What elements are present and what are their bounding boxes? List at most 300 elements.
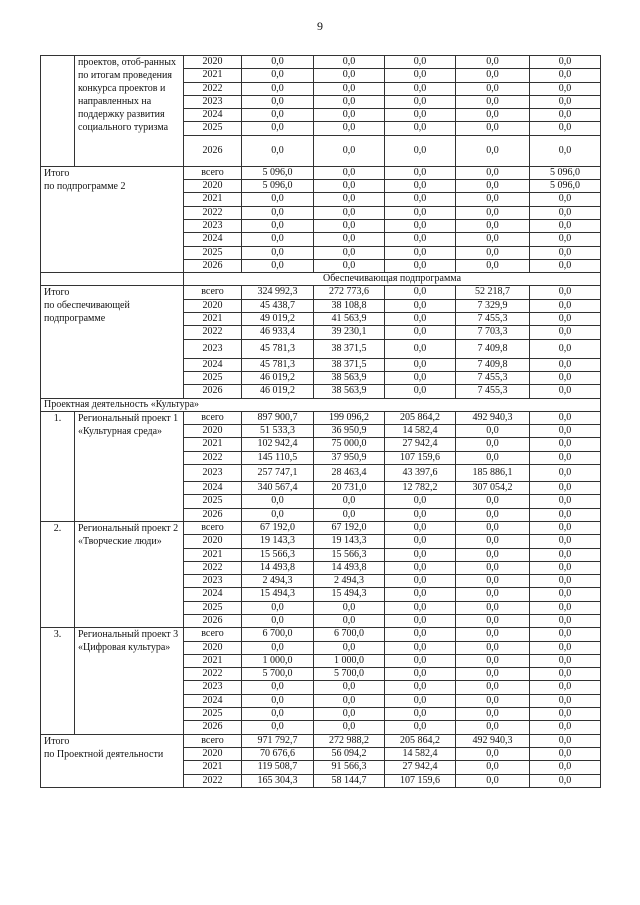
value-cell: 37 950,9 [314,451,385,464]
value-cell: 0,0 [456,508,530,521]
value-cell: 58 144,7 [314,774,385,787]
table-row [41,521,601,534]
value-cell: 897 900,7 [242,411,314,424]
value-cell: 0,0 [456,233,530,246]
value-cell: 0,0 [530,681,601,694]
value-cell: 0,0 [530,694,601,707]
value-cell: 0,0 [456,614,530,627]
total-label: Итого по Проектной деятельности [41,734,184,787]
value-cell: 0,0 [456,588,530,601]
value-cell: 492 940,3 [456,411,530,424]
value-cell: 38 371,5 [314,339,385,358]
year-cell: 2023 [184,95,242,108]
value-cell: 39 230,1 [314,326,385,339]
value-cell: 0,0 [385,180,456,193]
value-cell: 0,0 [530,425,601,438]
value-cell: 0,0 [530,641,601,654]
year-cell: всего [184,628,242,641]
subheading-row [41,273,601,286]
value-cell: 0,0 [314,82,385,95]
value-cell: 0,0 [456,721,530,734]
value-cell: 0,0 [530,56,601,69]
value-cell: 0,0 [530,339,601,358]
value-cell: 0,0 [385,219,456,232]
table-row [41,628,601,641]
value-cell: 41 563,9 [314,313,385,326]
value-cell: 0,0 [314,219,385,232]
table-row [41,166,601,179]
value-cell: 0,0 [530,535,601,548]
value-cell: 0,0 [530,122,601,135]
value-cell: 46 019,2 [242,371,314,384]
value-cell: 0,0 [385,286,456,299]
year-cell: 2026 [184,614,242,627]
value-cell: 0,0 [385,122,456,135]
value-cell: 0,0 [456,694,530,707]
value-cell: 0,0 [314,721,385,734]
value-cell: 7 409,8 [456,358,530,371]
value-cell: 0,0 [314,135,385,166]
year-cell: 2024 [184,694,242,707]
value-cell: 0,0 [456,668,530,681]
value-cell: 0,0 [385,193,456,206]
table-row [41,286,601,299]
value-cell: 0,0 [456,548,530,561]
value-cell: 0,0 [456,109,530,122]
value-cell: 0,0 [456,69,530,82]
value-cell: 1 000,0 [314,654,385,667]
year-cell: 2022 [184,326,242,339]
value-cell: 0,0 [385,313,456,326]
value-cell: 0,0 [530,326,601,339]
value-cell: 0,0 [530,313,601,326]
value-cell: 0,0 [530,371,601,384]
value-cell: 6 700,0 [242,628,314,641]
value-cell: 272 988,2 [314,734,385,747]
value-cell: 0,0 [456,761,530,774]
value-cell: 0,0 [242,82,314,95]
year-cell: 2025 [184,495,242,508]
value-cell: 46 019,2 [242,385,314,398]
value-cell: 0,0 [242,614,314,627]
value-cell: 91 566,3 [314,761,385,774]
table-row [41,411,601,424]
value-cell: 0,0 [385,668,456,681]
year-cell: 2020 [184,180,242,193]
year-cell: 2025 [184,246,242,259]
value-cell: 165 304,3 [242,774,314,787]
year-cell: 2023 [184,575,242,588]
value-cell: 0,0 [530,561,601,574]
year-cell: 2026 [184,385,242,398]
value-cell: 0,0 [314,614,385,627]
value-cell: 257 747,1 [242,465,314,482]
year-cell: 2025 [184,371,242,384]
value-cell: 0,0 [385,654,456,667]
value-cell: 0,0 [530,69,601,82]
value-cell: 0,0 [530,521,601,534]
value-cell: 0,0 [314,180,385,193]
value-cell: 0,0 [456,521,530,534]
total-label: Итого по подпрограмме 2 [41,166,184,272]
value-cell: 0,0 [314,206,385,219]
value-cell: 0,0 [530,668,601,681]
value-cell: 0,0 [530,219,601,232]
value-cell: 0,0 [314,694,385,707]
value-cell: 0,0 [530,233,601,246]
value-cell: 0,0 [385,588,456,601]
value-cell: 307 054,2 [456,482,530,495]
value-cell: 14 582,4 [385,425,456,438]
year-cell: 2025 [184,122,242,135]
value-cell: 0,0 [456,451,530,464]
value-cell: 0,0 [314,508,385,521]
value-cell: 107 159,6 [385,774,456,787]
table-row [41,734,601,747]
value-cell: 0,0 [456,259,530,272]
value-cell: 0,0 [242,495,314,508]
value-cell: 0,0 [530,548,601,561]
year-cell: 2022 [184,206,242,219]
value-cell: 19 143,3 [242,535,314,548]
item-number: 3. [41,628,75,734]
value-cell: 0,0 [530,721,601,734]
value-cell: 119 508,7 [242,761,314,774]
value-cell: 0,0 [385,233,456,246]
value-cell: 0,0 [242,708,314,721]
value-cell: 15 566,3 [314,548,385,561]
value-cell: 0,0 [385,82,456,95]
value-cell: 6 700,0 [314,628,385,641]
year-cell: 2021 [184,193,242,206]
value-cell: 0,0 [456,774,530,787]
value-cell: 971 792,7 [242,734,314,747]
value-cell: 0,0 [242,233,314,246]
year-cell: 2020 [184,56,242,69]
value-cell: 0,0 [314,259,385,272]
value-cell: 0,0 [530,358,601,371]
value-cell: 49 019,2 [242,313,314,326]
value-cell: 0,0 [242,681,314,694]
year-cell: всего [184,166,242,179]
value-cell: 0,0 [456,56,530,69]
value-cell: 52 218,7 [456,286,530,299]
year-cell: 2025 [184,601,242,614]
item-name: Региональный проект 1 «Культурная среда» [75,411,184,521]
value-cell: 0,0 [385,495,456,508]
value-cell: 12 782,2 [385,482,456,495]
section-title: Проектная деятельность «Культура» [41,398,601,411]
year-cell: 2024 [184,482,242,495]
year-cell: 2022 [184,451,242,464]
value-cell: 14 493,8 [314,561,385,574]
year-cell: 2021 [184,313,242,326]
value-cell: 0,0 [314,69,385,82]
value-cell: 7 329,9 [456,299,530,312]
value-cell: 0,0 [385,708,456,721]
value-cell: 0,0 [530,747,601,760]
value-cell: 43 397,6 [385,465,456,482]
value-cell: 0,0 [314,246,385,259]
value-cell: 0,0 [314,56,385,69]
year-cell: 2020 [184,535,242,548]
value-cell: 0,0 [385,628,456,641]
value-cell: 185 886,1 [456,465,530,482]
value-cell: 0,0 [530,385,601,398]
item-name: Региональный проект 2 «Творческие люди» [75,521,184,627]
value-cell: 0,0 [242,259,314,272]
value-cell: 0,0 [530,95,601,108]
year-cell: 2020 [184,747,242,760]
value-cell: 205 864,2 [385,734,456,747]
year-cell: 2020 [184,641,242,654]
value-cell: 0,0 [530,761,601,774]
year-cell: 2022 [184,561,242,574]
year-cell: 2023 [184,219,242,232]
value-cell: 15 566,3 [242,548,314,561]
value-cell: 0,0 [242,641,314,654]
value-cell: 15 494,3 [314,588,385,601]
value-cell: 38 371,5 [314,358,385,371]
year-cell: 2021 [184,69,242,82]
value-cell: 492 940,3 [456,734,530,747]
value-cell: 0,0 [385,641,456,654]
value-cell: 38 563,9 [314,371,385,384]
value-cell: 0,0 [530,774,601,787]
value-cell: 145 110,5 [242,451,314,464]
year-cell: 2025 [184,708,242,721]
value-cell: 45 781,3 [242,339,314,358]
total-label: Итого по обеспечивающей подпрограмме [41,286,184,398]
value-cell: 102 942,4 [242,438,314,451]
value-cell: 5 096,0 [530,166,601,179]
value-cell: 0,0 [314,122,385,135]
value-cell: 0,0 [385,339,456,358]
value-cell: 0,0 [456,575,530,588]
value-cell: 0,0 [385,371,456,384]
value-cell: 0,0 [530,482,601,495]
value-cell: 0,0 [314,601,385,614]
value-cell: 0,0 [456,654,530,667]
value-cell: 0,0 [242,721,314,734]
value-cell: 5 700,0 [314,668,385,681]
value-cell: 0,0 [385,69,456,82]
value-cell: 0,0 [530,628,601,641]
value-cell: 0,0 [242,69,314,82]
year-cell: 2026 [184,508,242,521]
value-cell: 324 992,3 [242,286,314,299]
value-cell: 0,0 [456,601,530,614]
value-cell: 1 000,0 [242,654,314,667]
value-cell: 28 463,4 [314,465,385,482]
year-cell: 2021 [184,761,242,774]
value-cell: 14 582,4 [385,747,456,760]
value-cell: 0,0 [385,548,456,561]
value-cell: 0,0 [314,681,385,694]
value-cell: 0,0 [456,641,530,654]
table-row [41,56,601,69]
value-cell: 0,0 [385,166,456,179]
value-cell: 0,0 [385,135,456,166]
year-cell: 2026 [184,135,242,166]
value-cell: 0,0 [385,206,456,219]
value-cell: 0,0 [530,259,601,272]
value-cell: 0,0 [242,508,314,521]
value-cell: 0,0 [242,95,314,108]
value-cell: 0,0 [530,654,601,667]
page-number: 9 [317,19,323,33]
value-cell: 51 533,3 [242,425,314,438]
budget-table-body [41,56,601,788]
value-cell: 46 933,4 [242,326,314,339]
value-cell: 0,0 [530,575,601,588]
item-name: проектов, отоб-ранных по итогам проведения конкурса проектов и направленных на поддержку развития социального туризма [75,56,184,167]
value-cell: 0,0 [456,681,530,694]
value-cell: 14 493,8 [242,561,314,574]
value-cell: 0,0 [456,135,530,166]
value-cell: 0,0 [456,166,530,179]
value-cell: 0,0 [530,438,601,451]
value-cell: 0,0 [385,521,456,534]
value-cell: 5 700,0 [242,668,314,681]
value-cell: 0,0 [385,575,456,588]
value-cell: 0,0 [385,535,456,548]
year-cell: 2023 [184,681,242,694]
value-cell: 7 455,3 [456,313,530,326]
year-cell: 2026 [184,721,242,734]
value-cell: 0,0 [456,122,530,135]
value-cell: 0,0 [242,601,314,614]
value-cell: 0,0 [530,286,601,299]
value-cell: 0,0 [385,694,456,707]
value-cell: 67 192,0 [314,521,385,534]
value-cell: 0,0 [456,495,530,508]
value-cell: 0,0 [456,708,530,721]
value-cell: 0,0 [385,56,456,69]
value-cell: 0,0 [456,82,530,95]
value-cell: 0,0 [385,246,456,259]
value-cell: 45 781,3 [242,358,314,371]
value-cell: 0,0 [530,614,601,627]
value-cell: 0,0 [530,246,601,259]
value-cell: 0,0 [456,425,530,438]
value-cell: 38 108,8 [314,299,385,312]
year-cell: всего [184,521,242,534]
value-cell: 0,0 [314,109,385,122]
value-cell: 0,0 [314,495,385,508]
year-cell: всего [184,734,242,747]
year-cell: 2020 [184,425,242,438]
value-cell: 7 455,3 [456,385,530,398]
value-cell: 19 143,3 [314,535,385,548]
value-cell: 0,0 [242,219,314,232]
value-cell: 0,0 [385,109,456,122]
value-cell: 0,0 [530,508,601,521]
value-cell: 0,0 [530,206,601,219]
value-cell: 0,0 [530,109,601,122]
value-cell: 205 864,2 [385,411,456,424]
value-cell: 5 096,0 [530,180,601,193]
value-cell: 340 567,4 [242,482,314,495]
value-cell: 0,0 [385,385,456,398]
value-cell: 0,0 [456,561,530,574]
value-cell: 0,0 [456,206,530,219]
year-cell: 2021 [184,438,242,451]
value-cell: 27 942,4 [385,438,456,451]
item-number [41,56,75,167]
value-cell: 20 731,0 [314,482,385,495]
value-cell: 0,0 [314,95,385,108]
value-cell: 38 563,9 [314,385,385,398]
value-cell: 0,0 [242,246,314,259]
value-cell: 7 409,8 [456,339,530,358]
blank-cell [41,273,184,286]
year-cell: 2026 [184,259,242,272]
value-cell: 0,0 [530,588,601,601]
value-cell: 0,0 [385,614,456,627]
value-cell: 0,0 [385,721,456,734]
value-cell: 0,0 [314,193,385,206]
value-cell: 75 000,0 [314,438,385,451]
section-row [41,398,601,411]
year-cell: 2024 [184,358,242,371]
year-cell: 2021 [184,548,242,561]
year-cell: всего [184,411,242,424]
value-cell: 199 096,2 [314,411,385,424]
value-cell: 0,0 [456,219,530,232]
value-cell: 0,0 [242,135,314,166]
value-cell: 0,0 [530,495,601,508]
value-cell: 0,0 [530,465,601,482]
value-cell: 67 192,0 [242,521,314,534]
year-cell: 2023 [184,465,242,482]
value-cell: 0,0 [530,135,601,166]
value-cell: 0,0 [530,601,601,614]
value-cell: 0,0 [242,56,314,69]
item-number: 2. [41,521,75,627]
value-cell: 2 494,3 [314,575,385,588]
value-cell: 0,0 [530,708,601,721]
value-cell: 70 676,6 [242,747,314,760]
item-number: 1. [41,411,75,521]
value-cell: 0,0 [456,95,530,108]
year-cell: 2020 [184,299,242,312]
value-cell: 0,0 [456,193,530,206]
value-cell: 27 942,4 [385,761,456,774]
value-cell: 45 438,7 [242,299,314,312]
year-cell: 2021 [184,654,242,667]
value-cell: 0,0 [385,95,456,108]
value-cell: 0,0 [385,601,456,614]
value-cell: 7 703,3 [456,326,530,339]
value-cell: 0,0 [242,109,314,122]
year-cell: 2022 [184,668,242,681]
budget-table [40,55,601,788]
value-cell: 0,0 [530,299,601,312]
value-cell: 0,0 [314,233,385,246]
value-cell: 0,0 [385,508,456,521]
year-cell: 2022 [184,82,242,95]
value-cell: 272 773,6 [314,286,385,299]
value-cell: 0,0 [314,708,385,721]
year-cell: 2024 [184,588,242,601]
year-cell: 2024 [184,233,242,246]
value-cell: 15 494,3 [242,588,314,601]
value-cell: 0,0 [242,206,314,219]
value-cell: 0,0 [242,694,314,707]
value-cell: 0,0 [385,326,456,339]
value-cell: 0,0 [314,641,385,654]
